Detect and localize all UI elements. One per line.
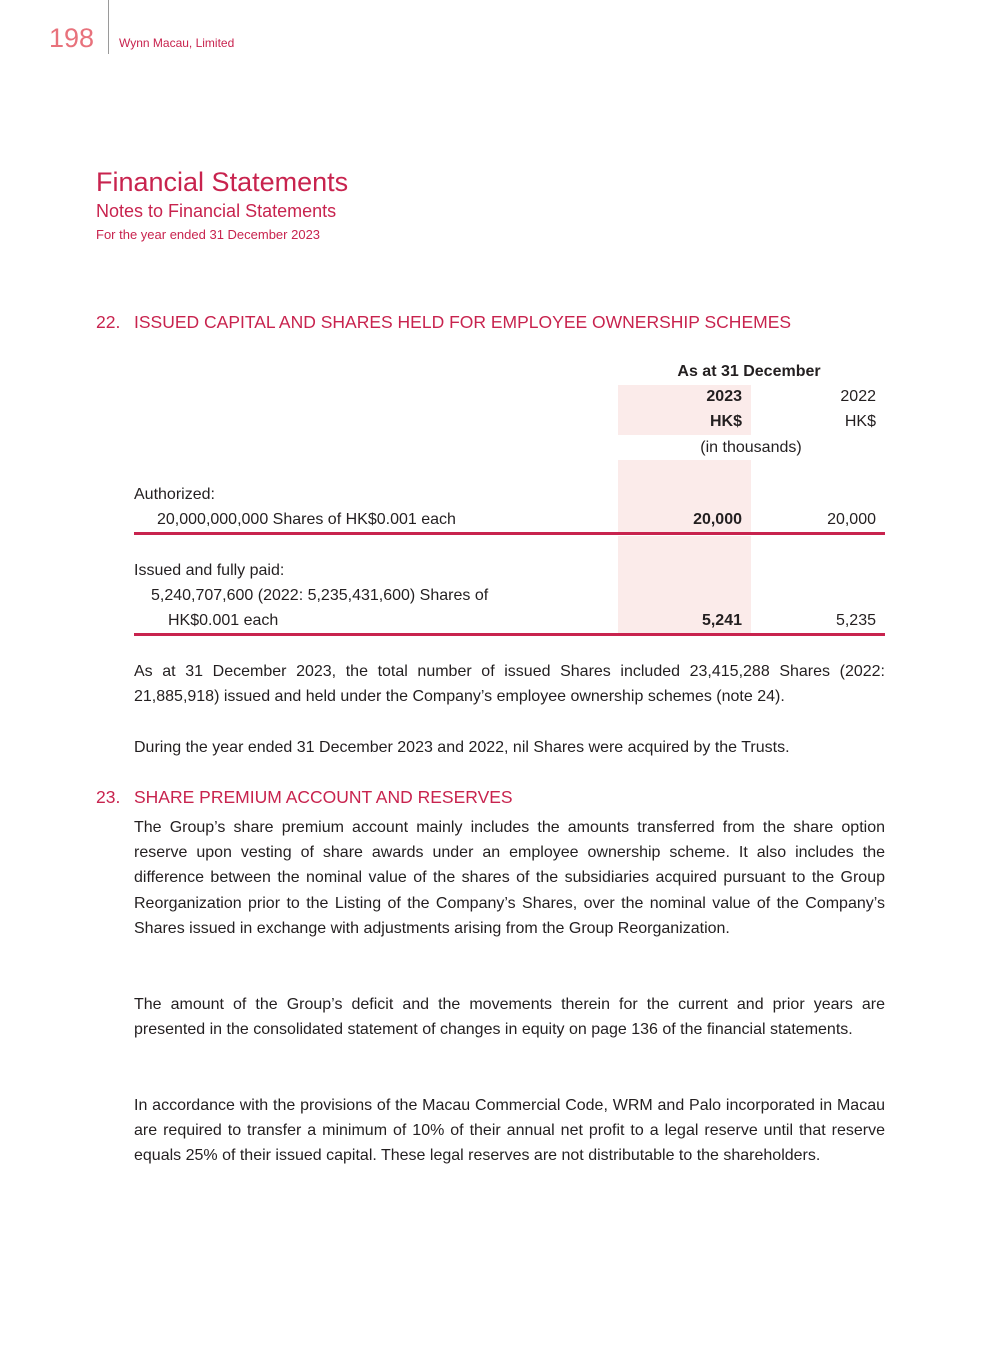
section-23-paragraph-2: The amount of the Group’s deficit and the movements therein for the current and prior years are presented in the consolidated statement of changes in equity on page 136 of the financial statements. [134, 996, 885, 1039]
issued-label: Issued and fully paid: [134, 562, 285, 579]
section-23-paragraph-1: The Group’s share premium account mainly includes the amounts transferred from the share option reserve upon vesting of share awards under an employee ownership scheme. It also includes the difference between the nominal value of the shares of the subsidiaries acquired pursuant to the Group Reorganization prior to the Listing of the Company’s Shares, over the nominal value of the Company’s Shares issued in exchange with adjustments arising from the Group Reorganization. [134, 819, 885, 937]
issued-row-label-line1: 5,240,707,600 (2022: 5,235,431,600) Shares of [151, 587, 489, 604]
column-2023-unit: HK$ [709, 413, 742, 430]
issued-value-2023: 5,241 [701, 612, 742, 629]
section-22-trust-note: During the year ended 31 December 2023 and 2022, nil Shares were acquired by the Trusts. [134, 739, 790, 756]
authorized-value-2023: 20,000 [693, 511, 742, 528]
column-2022-unit: HK$ [844, 413, 876, 430]
authorized-value-2022: 20,000 [827, 511, 876, 528]
page-subtitle: Notes to Financial Statements [96, 201, 337, 221]
column-2022-year: 2022 [840, 388, 876, 405]
authorized-label: Authorized: [134, 486, 215, 503]
page-title: Financial Statements [96, 167, 349, 197]
reporting-period: For the year ended 31 December 2023 [96, 227, 321, 242]
table-group-header: As at 31 December [677, 363, 821, 380]
issued-total-rule [134, 633, 885, 636]
issued-value-2022: 5,235 [835, 612, 876, 629]
section-23-number: 23. [96, 787, 121, 807]
page-number: 198 [49, 23, 95, 53]
section-22-title: ISSUED CAPITAL AND SHARES HELD FOR EMPLOYEE OWNERSHIP SCHEMES [134, 312, 792, 332]
section-22-note-line2: 21,885,918) issued and held under the Company’s employee ownership schemes (note 24). [134, 688, 785, 705]
header-divider [108, 0, 109, 54]
section-23-heading [96, 786, 513, 808]
company-name: Wynn Macau, Limited [119, 36, 235, 50]
authorized-row-label: 20,000,000,000 Shares of HK$0.001 each [157, 511, 456, 528]
section-23-title: SHARE PREMIUM ACCOUNT AND RESERVES [134, 787, 513, 807]
section-22-note-line1: As at 31 December 2023, the total number of issued Shares included 23,415,288 Shares (2022: [134, 663, 885, 680]
issued-row-label-line2: HK$0.001 each [168, 612, 279, 629]
units-note: (in thousands) [700, 439, 802, 456]
column-2023-year: 2023 [706, 388, 742, 405]
authorized-total-rule [134, 532, 885, 535]
section-23-paragraph-3: In accordance with the provisions of the Macau Commercial Code, WRM and Palo incorporated in Macau are required to transfer a minimum of 10% of their annual net profit to a legal reserve until that reserve equals 25% of their issued capital. These legal reserves are not distributable to the shareholders. [134, 1097, 885, 1165]
section-22-number: 22. [96, 312, 121, 332]
section-22-heading [96, 311, 791, 333]
